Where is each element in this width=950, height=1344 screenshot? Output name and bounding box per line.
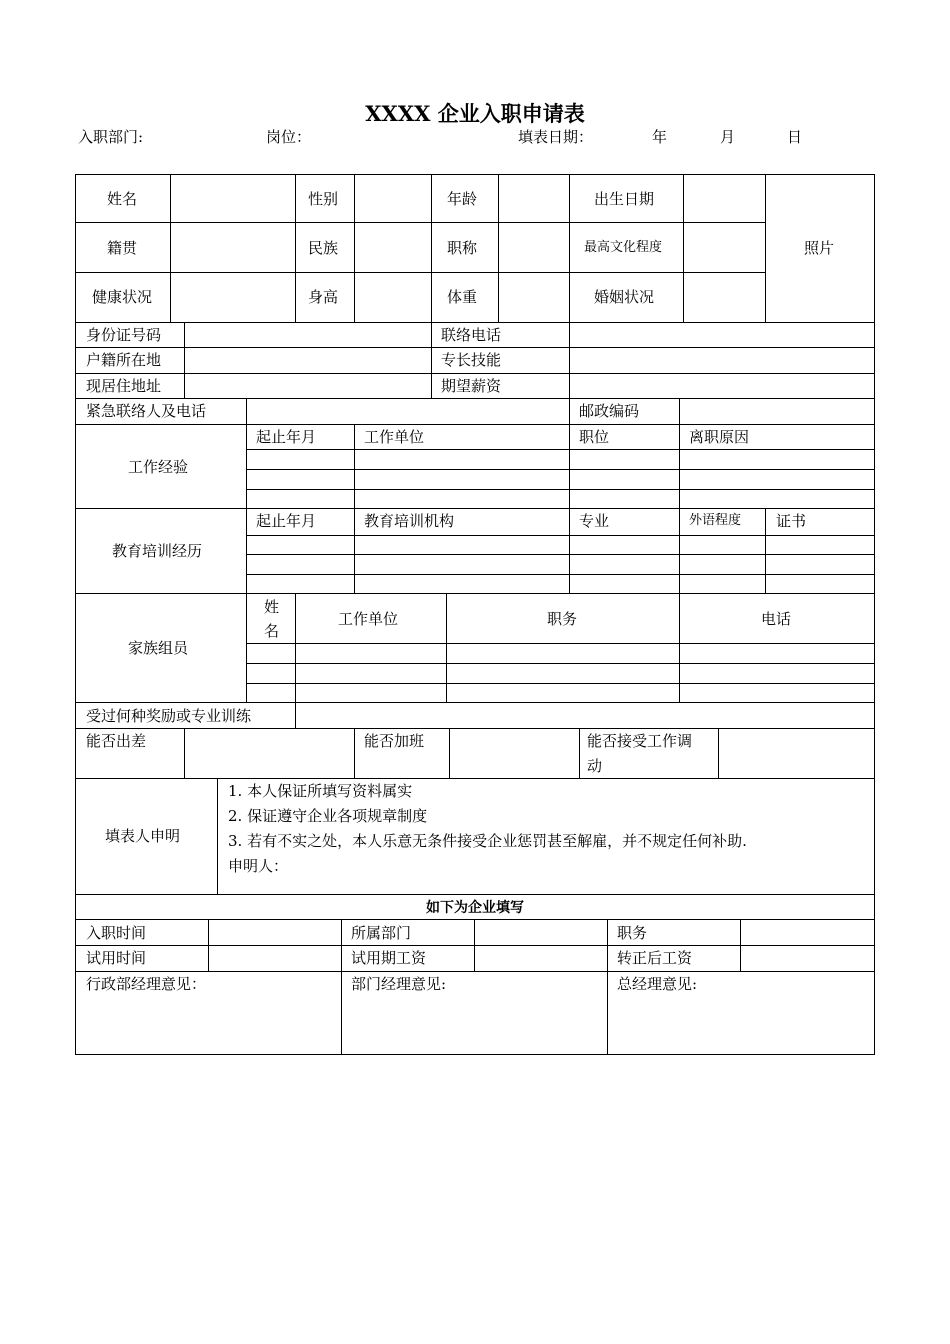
dept-opinion-label: 部门经理意见: xyxy=(351,975,447,993)
table-rule xyxy=(246,683,875,684)
declaration-line-2: 2. 保证遵守企业各项规章制度 xyxy=(228,807,428,825)
table-rule xyxy=(718,728,719,779)
photo-label: 照片 xyxy=(804,239,835,257)
department-label: 所属部门 xyxy=(351,924,412,942)
table-rule xyxy=(75,174,76,1055)
table-rule xyxy=(75,272,766,273)
edu-col-institution: 教育培训机构 xyxy=(364,512,455,530)
table-rule xyxy=(354,508,355,594)
table-rule xyxy=(75,593,875,594)
address-label: 现居住地址 xyxy=(86,377,162,395)
title-label: 职称 xyxy=(447,239,478,257)
declaration-signer: 申明人： xyxy=(228,857,289,875)
edu-col-major: 专业 xyxy=(579,512,610,530)
family-col-duty: 职务 xyxy=(547,610,578,628)
table-rule xyxy=(679,508,680,594)
year-label: 年 xyxy=(652,128,668,146)
post-label: 岗位： xyxy=(266,128,312,146)
edu-col-language: 外语程度 xyxy=(689,513,742,528)
regular-salary-label: 转正后工资 xyxy=(617,949,693,967)
table-rule xyxy=(75,1054,875,1055)
table-rule xyxy=(246,593,247,703)
table-rule xyxy=(246,554,875,555)
table-rule xyxy=(75,919,875,920)
table-rule xyxy=(246,469,875,470)
day-label: 日 xyxy=(787,128,803,146)
skill-label: 专长技能 xyxy=(441,351,502,369)
table-rule xyxy=(246,424,247,509)
gm-opinion-label: 总经理意见: xyxy=(617,975,698,993)
overtime-label: 能否加班 xyxy=(364,732,425,750)
edu-section-label: 教育培训经历 xyxy=(112,542,203,560)
table-rule xyxy=(765,174,766,323)
work-section-label: 工作经验 xyxy=(128,458,189,476)
edu-col-period: 起止年月 xyxy=(256,512,317,530)
work-col-period: 起止年月 xyxy=(256,428,317,446)
position-label: 职务 xyxy=(617,924,648,942)
table-rule xyxy=(184,322,185,399)
table-rule xyxy=(569,322,570,399)
family-col-company: 工作单位 xyxy=(338,610,399,628)
table-rule xyxy=(569,508,570,594)
table-rule xyxy=(295,174,296,323)
table-rule xyxy=(295,593,296,703)
table-rule xyxy=(75,373,875,374)
salary-label: 期望薪资 xyxy=(441,377,502,395)
trial-time-label: 试用时间 xyxy=(86,949,147,967)
table-rule xyxy=(75,728,875,729)
work-col-position: 职位 xyxy=(579,428,610,446)
table-rule xyxy=(246,398,247,425)
table-rule xyxy=(679,424,680,509)
table-rule xyxy=(75,778,875,779)
travel-label: 能否出差 xyxy=(86,732,147,750)
health-label: 健康状况 xyxy=(92,288,153,306)
table-rule xyxy=(246,663,875,664)
emergency-label: 紧急联络人及电话 xyxy=(86,402,207,420)
month-label: 月 xyxy=(720,128,736,146)
table-rule xyxy=(431,174,432,323)
dept-label: 入职部门: xyxy=(78,128,144,146)
table-rule xyxy=(75,322,875,323)
table-rule xyxy=(579,728,580,779)
table-rule xyxy=(246,643,875,644)
declaration-label: 填表人申明 xyxy=(105,827,181,845)
awards-label: 受过何种奖励或专业训练 xyxy=(86,707,252,725)
marital-label: 婚姻状况 xyxy=(594,288,655,306)
edu-label: 最高文化程度 xyxy=(584,240,663,255)
table-rule xyxy=(246,449,875,450)
table-rule xyxy=(75,222,766,223)
transfer-label-2: 动 xyxy=(587,757,603,775)
table-rule xyxy=(446,593,447,703)
table-rule xyxy=(679,593,680,703)
table-rule xyxy=(75,894,875,895)
table-rule xyxy=(569,398,570,425)
id-no-label: 身份证号码 xyxy=(86,326,162,344)
table-rule xyxy=(75,174,875,175)
table-rule xyxy=(75,971,875,972)
table-rule xyxy=(474,919,475,972)
table-rule xyxy=(607,971,608,1055)
table-rule xyxy=(607,919,608,972)
table-rule xyxy=(75,347,875,348)
gender-label: 性别 xyxy=(308,190,339,208)
table-rule xyxy=(569,424,570,509)
table-rule xyxy=(354,174,355,323)
date-label: 填表日期： xyxy=(518,128,594,146)
work-col-reason: 离职原因 xyxy=(689,428,750,446)
family-col-phone: 电话 xyxy=(761,610,792,628)
edu-col-certificate: 证书 xyxy=(776,512,807,530)
table-rule xyxy=(569,174,570,323)
table-rule xyxy=(683,174,684,323)
height-label: 身高 xyxy=(308,288,339,306)
table-rule xyxy=(354,424,355,509)
table-rule xyxy=(740,919,741,972)
table-rule xyxy=(246,535,875,536)
family-col-name-1: 姓 xyxy=(264,598,280,616)
phone-label: 联络电话 xyxy=(441,326,502,344)
ethnic-label: 民族 xyxy=(308,239,339,257)
table-rule xyxy=(246,574,875,575)
table-rule xyxy=(170,174,171,323)
table-rule xyxy=(75,508,875,509)
work-col-company: 工作单位 xyxy=(364,428,425,446)
weight-label: 体重 xyxy=(447,288,478,306)
table-rule xyxy=(449,728,450,779)
admin-opinion-label: 行政部经理意见： xyxy=(86,975,207,993)
table-rule xyxy=(431,322,432,399)
table-rule xyxy=(75,424,875,425)
table-rule xyxy=(75,398,875,399)
name-label: 姓名 xyxy=(107,190,138,208)
table-rule xyxy=(184,728,185,779)
table-rule xyxy=(498,174,499,323)
declaration-line-3: 3. 若有不实之处，本人乐意无条件接受企业惩罚甚至解雇，并不规定任何补助. xyxy=(228,832,747,850)
table-rule xyxy=(341,971,342,1055)
native-label: 籍贯 xyxy=(107,239,138,257)
table-rule xyxy=(295,702,296,729)
form-title: XXXX 企业入职申请表 xyxy=(365,101,585,126)
table-rule xyxy=(765,508,766,594)
postcode-label: 邮政编码 xyxy=(579,402,640,420)
trial-salary-label: 试用期工资 xyxy=(351,949,427,967)
hukou-label: 户籍所在地 xyxy=(86,351,162,369)
table-rule xyxy=(341,919,342,972)
table-rule xyxy=(217,778,218,895)
table-rule xyxy=(75,945,875,946)
birth-label: 出生日期 xyxy=(594,190,655,208)
age-label: 年龄 xyxy=(447,190,478,208)
table-rule xyxy=(246,489,875,490)
table-rule xyxy=(354,728,355,779)
company-section-heading: 如下为企业填写 xyxy=(426,900,524,916)
family-section-label: 家族组员 xyxy=(128,639,189,657)
hire-time-label: 入职时间 xyxy=(86,924,147,942)
table-rule xyxy=(679,398,680,425)
table-rule xyxy=(208,919,209,972)
table-rule xyxy=(874,174,875,1055)
table-rule xyxy=(246,508,247,594)
declaration-line-1: 1. 本人保证所填写资料属实 xyxy=(228,782,413,800)
transfer-label-1: 能否接受工作调 xyxy=(587,732,693,750)
table-rule xyxy=(75,702,875,703)
family-col-name-2: 名 xyxy=(264,622,280,640)
